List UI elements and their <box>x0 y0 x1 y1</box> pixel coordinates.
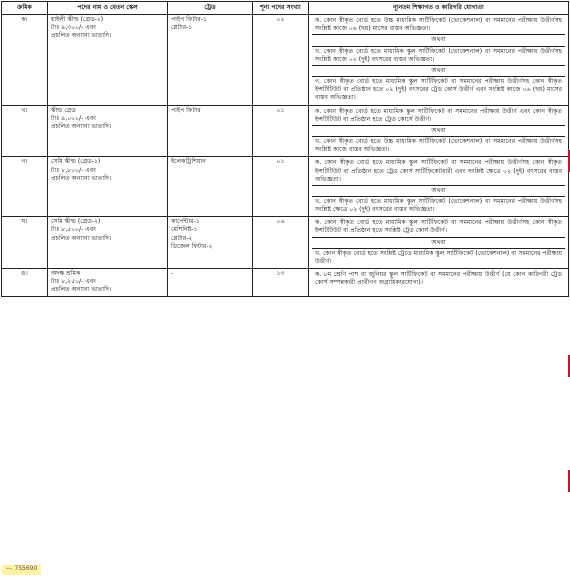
header-post: পদের নাম ও বেতন স্কেল <box>48 2 168 15</box>
post-line: স্কীল্ড গ্রেড <box>51 106 76 114</box>
header-qualification: ন্যূনতম শিক্ষাগত ও কারিগরি যোগ্যতা <box>309 2 569 15</box>
post-line: প্রচলিত অন্যান্য ভাতাদি। <box>51 286 112 294</box>
trade-line: প্লেটার-১ <box>171 24 193 32</box>
post-line: সেমি স্কীল্ড (গ্রেড-১) <box>51 158 101 166</box>
post-line: অদক্ষ শ্রমিক <box>51 270 81 278</box>
trade-line: কার্পেন্টার-১ <box>171 218 200 226</box>
trade-cell <box>168 15 253 105</box>
qualification-option: ক. কোন স্বীকৃত বোর্ড হতে মাধ্যমিক স্কুল সার্টিফিকেট বা সমমানের পরীক্ষায় উত্তীর্ণ এবং কোন স্বীকৃত ইন্সটিটিউট বা প্রতিষ্ঠান হতে ট্রেড কোর্সে উত্তীর্ণ। <box>315 107 562 123</box>
trade-cell <box>168 157 253 217</box>
vacancy-count: ০১ <box>253 157 309 217</box>
trade-cell <box>168 269 253 296</box>
trade-line: ইলেকট্রিশিয়ান <box>171 158 206 166</box>
post-line: প্রচলিত অন্যান্য ভাতাদি। <box>51 122 112 130</box>
vacancy-count: ১৩ <box>253 269 309 296</box>
qualification-cell <box>309 269 569 296</box>
post-line: টাঃ ৯,০০০/- এবং <box>51 114 96 122</box>
qualification-option: খ. কোন স্বীকৃত বোর্ড হতে মাধ্যমিক স্কুল সার্টিফিকেট (ভোকেশনাল) বা সমমানের পরীক্ষায় উত্তীর্ণসহ সংশ্লিষ্ট কাজে ০২ (দুই) বৎসরের বাস্তব অভিজ্ঞতা। <box>312 46 565 65</box>
table-row <box>2 217 569 269</box>
post-line: প্রচলিত অন্যান্য ভাতাদি। <box>51 234 112 242</box>
or-label: অথবা <box>312 125 565 136</box>
or-label: অথবা <box>312 34 565 45</box>
trade-line: মেশিনিষ্ট-১ <box>171 226 198 234</box>
serial-cell: ক। <box>2 15 48 105</box>
qualification-cell <box>309 105 569 157</box>
serial-cell: গ। <box>2 157 48 217</box>
post-line: প্রচলিত অন্যান্য ভাতাদি। <box>51 32 112 40</box>
qualification-option: গ. কোন স্বীকৃত বোর্ড হতে মাধ্যমিক স্কুল সার্টিফিকেট বা সমমানের পরীক্ষায় উত্তীর্ণসহ কোন স্বীকৃত ইন্সটিটিউট বা প্রতিষ্ঠান হতে ০২ (দুই) বৎসরের ট্রেড কোর্স উত্তীর্ণ এবং সংশ্লিষ্ট কাজে ০৬ (ছয়) মাসের বাস্তব অভিজ্ঞতা। <box>312 76 565 103</box>
trade-line: - <box>171 270 174 278</box>
trade-line: পাইপ ফিটার <box>171 106 201 114</box>
post-cell <box>48 105 168 157</box>
post-line: প্রচলিত অন্যান্য ভাতাদি। <box>51 174 112 182</box>
post-cell <box>48 157 168 217</box>
qualification-option: খ. কোন স্বীকৃত বোর্ড হতে সংশ্লিষ্ট ট্রেডে মাধ্যমিক স্কুল সার্টিফিকেট (ভোকেশনাল) বা সমমানের পরীক্ষায় উত্তীর্ণ। <box>312 248 565 267</box>
qualification-option: ক. কোন স্বীকৃত বোর্ড হতে উচ্চ মাধ্যমিক সার্টিফিকেট (ভোকেশনাল) বা সমমানের পরীক্ষায় উত্তীর্ণসহ সংশ্লিষ্ট কাজে ০৬ (ছয়) মাসের বাস্তব অভিজ্ঞতা। <box>315 17 562 33</box>
post-cell <box>48 217 168 269</box>
serial-cell: ঘ। <box>2 217 48 269</box>
qualification-option: খ. কোন স্বীকৃত বোর্ড হতে মাধ্যমিক স্কুল সার্টিফিকেট (ভোকেশনাল) বা সমমানের পরীক্ষায় উত্তীর্ণসহ সংশ্লিষ্ট ক্ষেত্রে ০২ (দুই) বৎসরের বাস্তব অভিজ্ঞতা। <box>312 196 565 215</box>
table-row <box>2 157 569 217</box>
trade-line: পাইপ ফিটার-১ <box>171 16 207 24</box>
post-cell <box>48 269 168 296</box>
or-label: অথবা <box>312 65 565 76</box>
post-line: সেমি স্কীল্ড (গ্রেড-২) <box>51 218 101 226</box>
vacancy-table <box>1 1 569 297</box>
post-line: টাঃ ৮,৮০০/- এবং <box>51 166 96 174</box>
table-row <box>2 269 569 296</box>
table-row <box>2 15 569 105</box>
post-line: টাঃ ৯,৩০০/- এবং <box>51 24 96 32</box>
header-trade: ট্রেড <box>168 2 253 15</box>
post-line: টাঃ ৮,৫০০/- এবং <box>51 226 96 234</box>
vacancy-count: ০১ <box>253 105 309 157</box>
or-label: অথবা <box>312 237 565 248</box>
footer-tag: --- 755690 <box>2 565 41 575</box>
header-row <box>2 2 569 15</box>
trade-line: ডিজেল ফিটার-২ <box>171 242 213 250</box>
vacancy-count: ০৬ <box>253 217 309 269</box>
qualification-option: ক. কোন স্বীকৃত বোর্ড হতে মাধ্যমিক স্কুল সার্টিফিকেট বা সমমানের পরীক্ষায় উত্তীর্ণসহ কোন স্বীকৃত ইন্সটিটিউট বা প্রতিষ্ঠান হতে ট্রেড কোর্স সার্টিফিকেটধারী এবং সংশ্লিষ্ট ক্ষেত্রে ০২ (দুই) বৎসরের বাস্তব অভিজ্ঞতা। <box>315 159 562 183</box>
or-label: অথবা <box>312 185 565 196</box>
serial-cell: ঙ। <box>2 269 48 296</box>
post-line: হাইলী স্কীল্ড (গ্রেড-২) <box>51 16 104 24</box>
qualification-option: ক. কোন স্বীকৃত বোর্ড হতে মাধ্যমিক স্কুল সার্টিফিকেট বা সমমানের পরীক্ষায় উত্তীর্ণসহ কোন স্বীকৃত ইন্সটিটিউট বা প্রতিষ্ঠান হতে সংশ্লিষ্ট ট্রেড কোর্স উত্তীর্ণ। <box>315 219 562 235</box>
qualification-option: খ. কোন স্বীকৃত বোর্ড হতে উচ্চ মাধ্যমিক সার্টিফিকেট (ভোকেশনাল) বা সমমানের পরীক্ষায় উত্তীর্ণসহ সংশ্লিষ্ট কাজে বাস্তব অভিজ্ঞতা। <box>312 136 565 155</box>
vacancy-count: ০২ <box>253 15 309 105</box>
post-cell <box>48 15 168 105</box>
header-vacancy: শূন্য পদের সংখ্যা <box>253 2 309 15</box>
trade-cell <box>168 217 253 269</box>
qualification-cell <box>309 217 569 269</box>
table-row <box>2 105 569 157</box>
trade-cell <box>168 105 253 157</box>
trade-line: প্লেটার-২ <box>171 234 193 242</box>
header-serial: ক্রমিক <box>2 2 48 15</box>
post-line: টাঃ ৮,২৫০/- এবং <box>51 278 96 286</box>
qualification-cell <box>309 157 569 217</box>
qualification-cell <box>309 15 569 105</box>
qualification-option: ক. ৮ম শ্রেণি পাশ বা জুনিয়র স্কুল সার্টিফিকেট বা সমমানের পরীক্ষায় উত্তীর্ণ (যে কোন কারিগরী ট্রেড কোর্স সম্পন্নকারী প্রার্থীগণ অগ্রাধিকারযোগ্য)। <box>315 271 562 287</box>
serial-cell: খ। <box>2 105 48 157</box>
